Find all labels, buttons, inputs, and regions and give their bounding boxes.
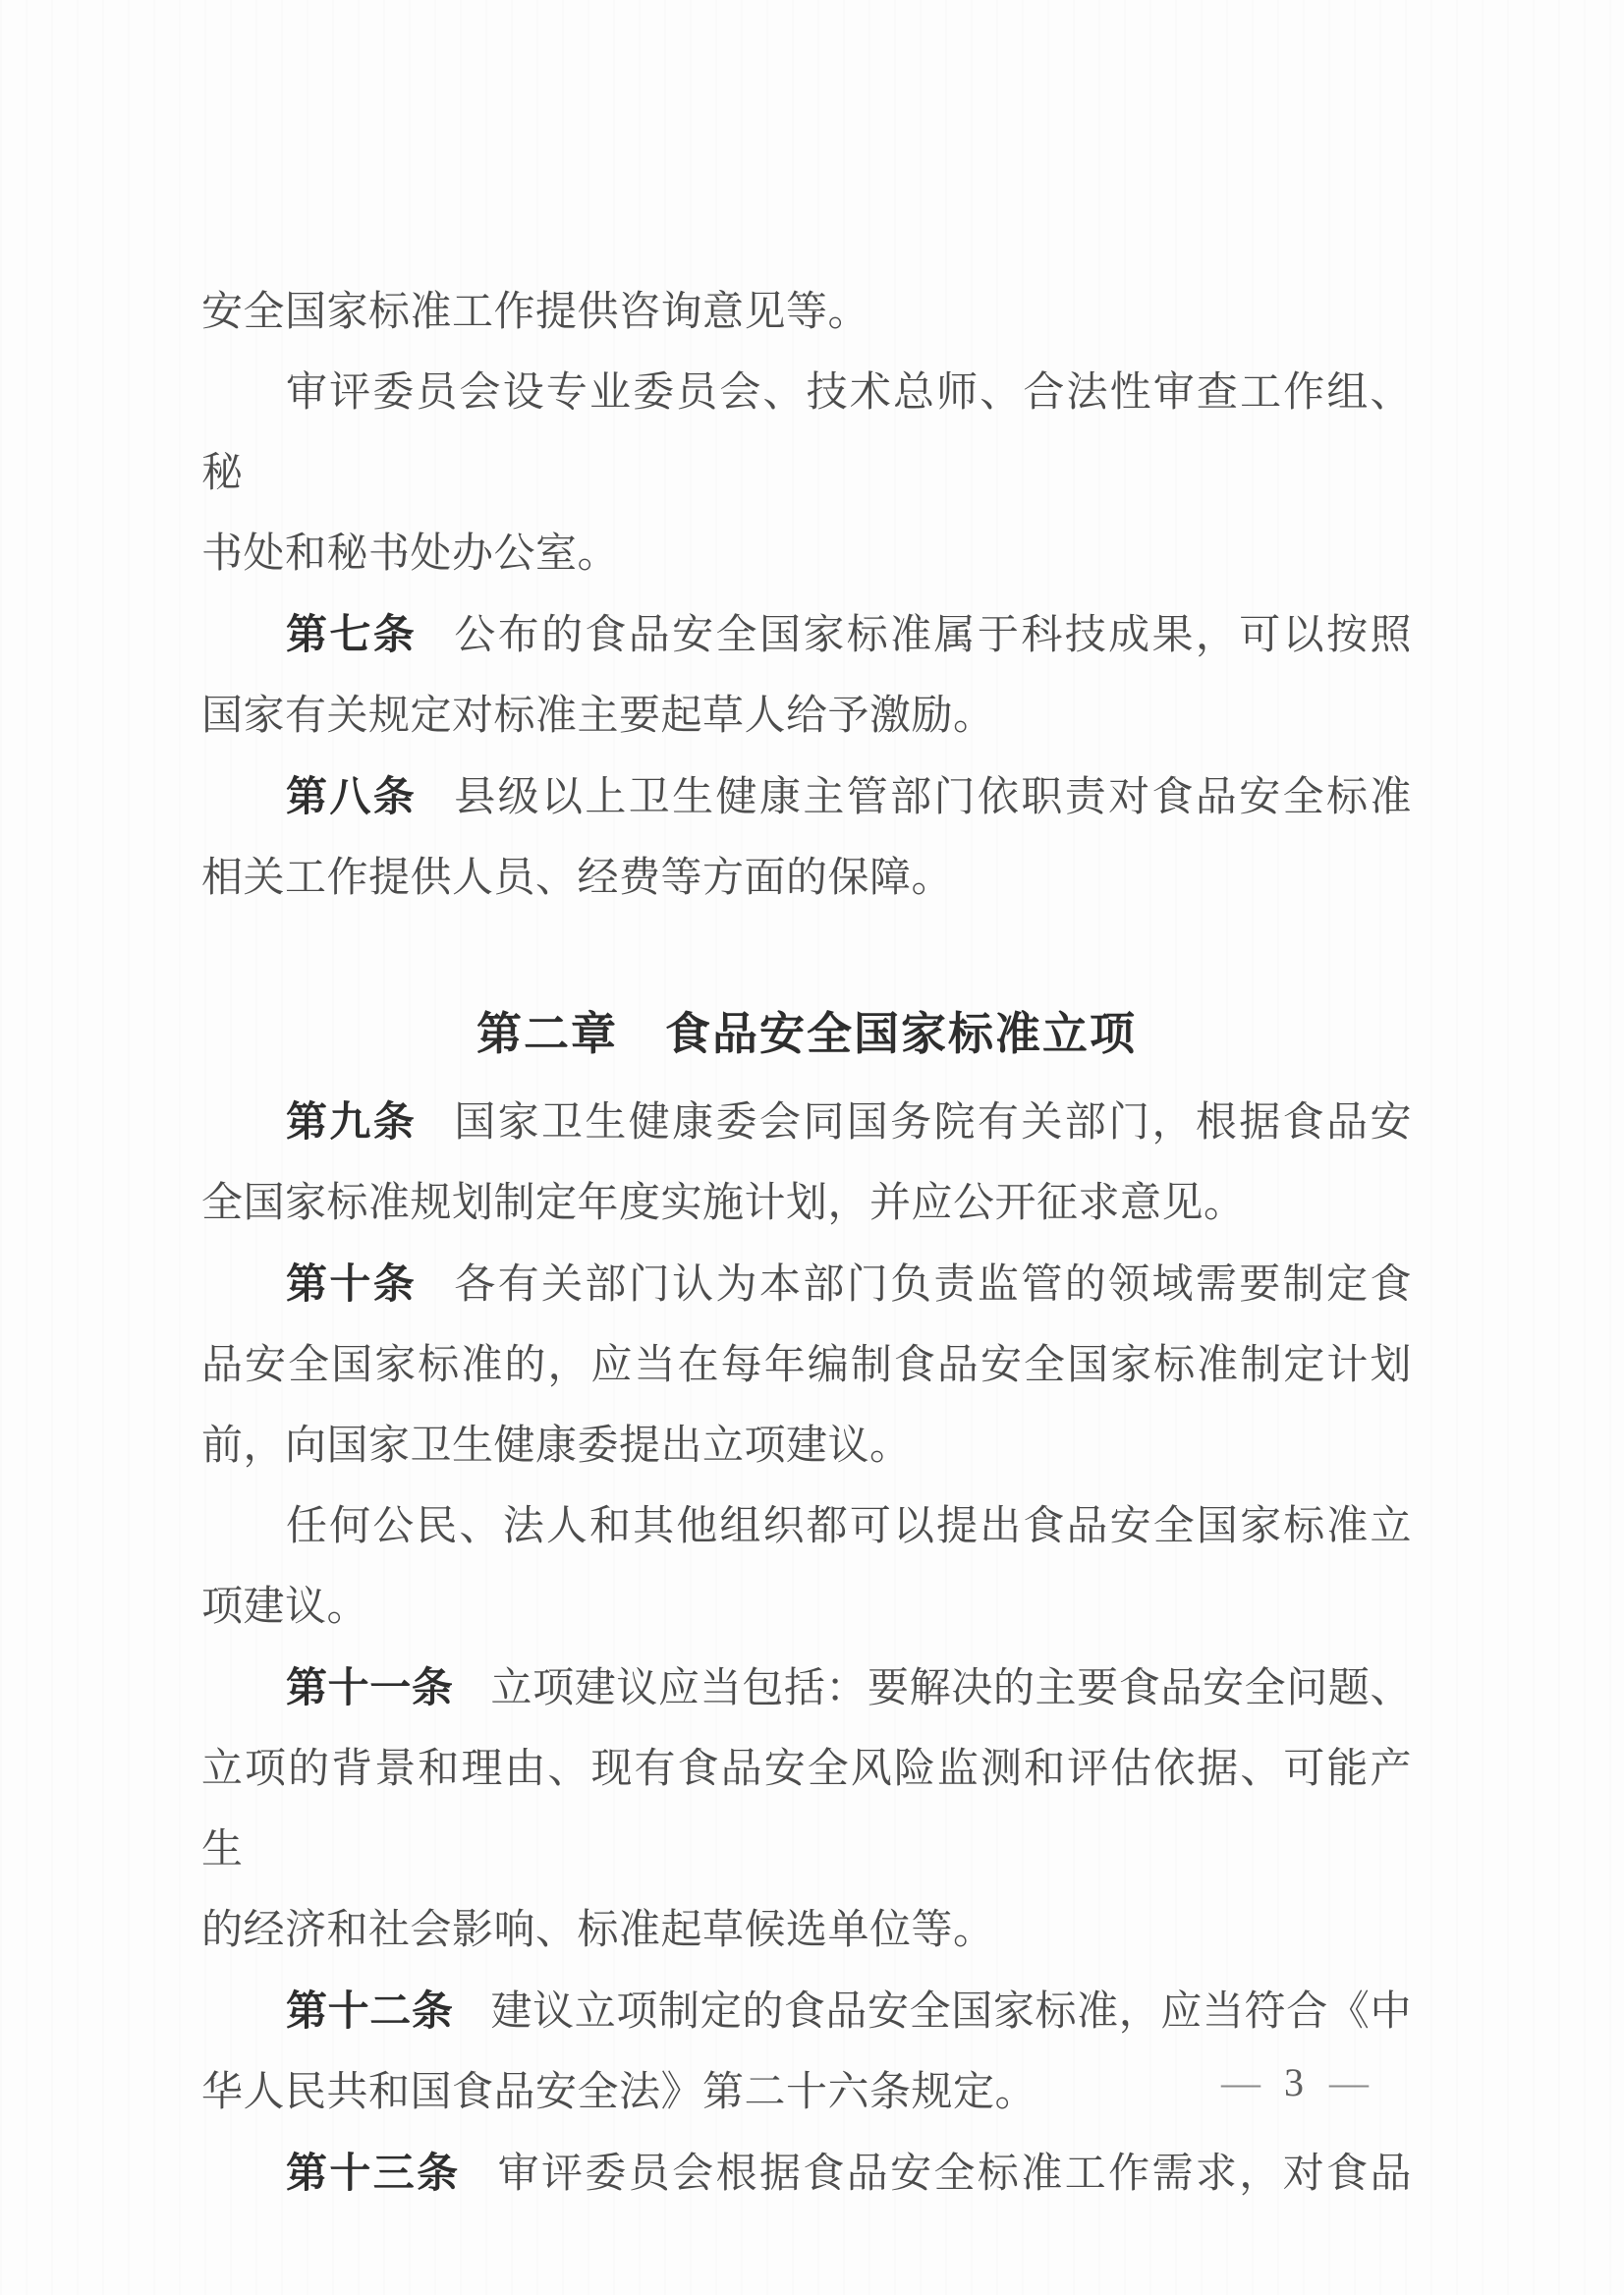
paragraph — [201, 353, 1412, 594]
paragraph — [201, 1244, 1412, 1486]
paragraph — [201, 1971, 1412, 2133]
text-line — [201, 594, 1412, 676]
line-text: 审评委员会设专业委员会、技术总师、合法性审查工作组、秘 — [201, 370, 1412, 496]
paragraph — [201, 594, 1412, 756]
chapter-heading: 第二章 食品安全国家标准立项 — [476, 1008, 1137, 1059]
text-line — [201, 1082, 1412, 1163]
text-line — [201, 1971, 1412, 2052]
line-text: 立项的背景和理由、现有食品安全风险监测和评估依据、可能产生 — [201, 1747, 1412, 1873]
text-line — [201, 1648, 1412, 1729]
text-line — [201, 676, 1412, 756]
line-text: 相关工作提供人员、经费等方面的保障。 — [201, 856, 954, 901]
text-line — [201, 1729, 1412, 1890]
line-text: 任何公民、法人和其他组织都可以提出食品安全国家标准立 — [286, 1504, 1412, 1549]
paragraph — [201, 756, 1412, 919]
line-text: 项建议。 — [201, 1585, 369, 1630]
paragraph — [201, 272, 1412, 353]
page-footer — [1221, 2060, 1367, 2104]
page-number: 3 — [1284, 2060, 1304, 2104]
article-number: 第九条 — [286, 1098, 418, 1145]
text-line — [201, 1486, 1412, 1567]
line-text: 公布的食品安全国家标准属于科技成果，可以按照 — [454, 613, 1412, 658]
text-line — [201, 272, 1412, 353]
text-line — [201, 1406, 1412, 1486]
line-text: 国家有关规定对标准主要起草人给予激励。 — [201, 694, 995, 739]
article-number: 第七条 — [286, 611, 418, 657]
text-line — [201, 514, 1412, 594]
line-text: 全国家标准规划制定年度实施计划，并应公开征求意见。 — [201, 1181, 1246, 1226]
line-text: 的经济和社会影响、标准起草候选单位等。 — [201, 1908, 995, 1953]
article-number: 第十条 — [286, 1260, 418, 1307]
footer-left-dash: — — [1221, 2060, 1259, 2104]
line-text: 审评委员会根据食品安全标准工作需求，对食品 — [497, 2152, 1412, 2197]
line-text: 建议立项制定的食品安全国家标准，应当符合《中 — [490, 1989, 1412, 2035]
line-text: 华人民共和国食品安全法》第二十六条规定。 — [201, 2070, 1037, 2115]
text-line — [201, 1325, 1412, 1406]
line-text: 各有关部门认为本部门负责监管的领域需要制定食 — [454, 1262, 1412, 1308]
text-line — [201, 2133, 1412, 2214]
text-line — [201, 353, 1412, 514]
text-line — [201, 1163, 1412, 1244]
text-line — [201, 1890, 1412, 1971]
article-number: 第八条 — [286, 773, 418, 819]
paragraph — [201, 1082, 1412, 1244]
article-number: 第十三条 — [286, 2150, 461, 2196]
text-line — [201, 1567, 1412, 1648]
line-text: 安全国家标准工作提供咨询意见等。 — [201, 290, 870, 335]
line-text: 前，向国家卫生健康委提出立项建议。 — [201, 1424, 912, 1469]
document-body — [201, 272, 1412, 2214]
line-text: 立项建议应当包括：要解决的主要食品安全问题、 — [490, 1666, 1412, 1711]
paragraph — [201, 1486, 1412, 1648]
text-line — [201, 756, 1412, 838]
line-text: 品安全国家标准的，应当在每年编制食品安全国家标准制定计划 — [201, 1343, 1412, 1388]
paragraph — [201, 1648, 1412, 1971]
paragraph — [201, 2133, 1412, 2214]
line-text: 书处和秘书处办公室。 — [201, 532, 620, 577]
text-line — [201, 1244, 1412, 1325]
line-text: 国家卫生健康委会同国务院有关部门，根据食品安 — [454, 1100, 1412, 1146]
article-number: 第十一条 — [286, 1664, 454, 1710]
text-line — [201, 838, 1412, 919]
footer-right-dash: — — [1329, 2060, 1367, 2104]
article-number: 第十二条 — [286, 1987, 454, 2034]
line-text: 县级以上卫生健康主管部门依职责对食品安全标准 — [454, 775, 1412, 820]
